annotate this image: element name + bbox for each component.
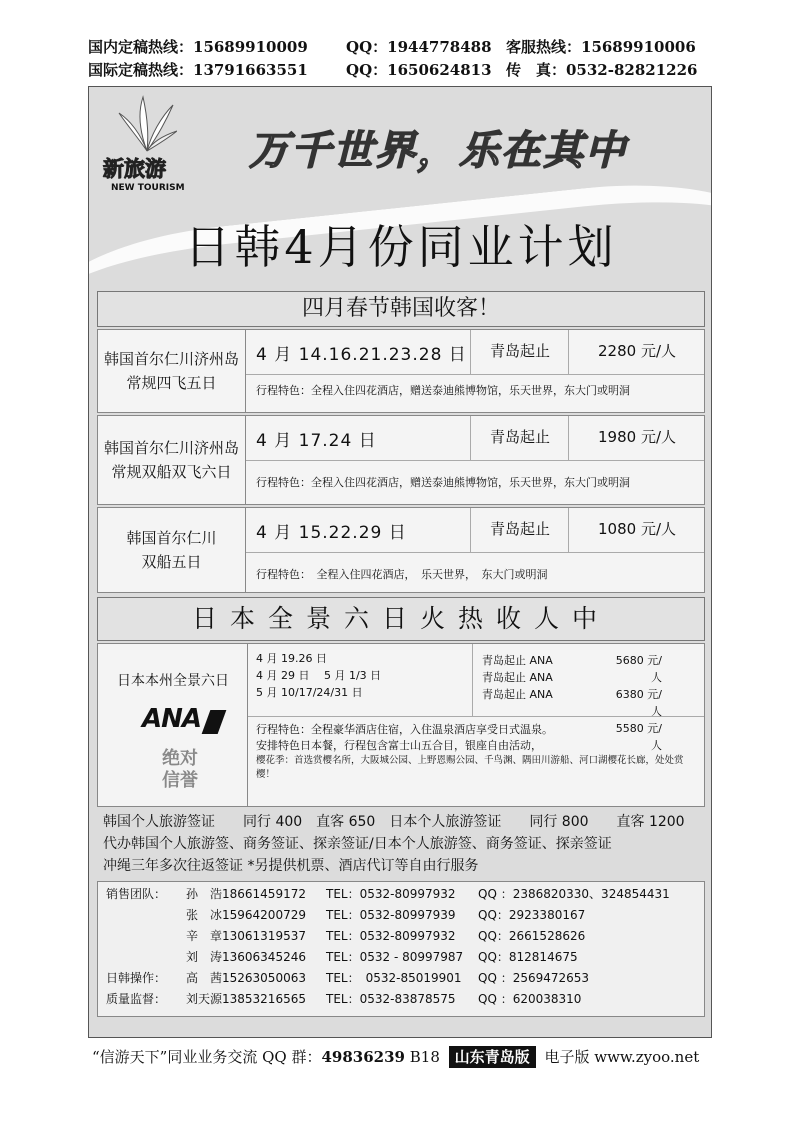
footer-text: “信游天下”同业业务交流 QQ 群： [92,1048,322,1066]
japan-header: 日本全景六日火热收人中 [97,597,705,641]
visa-line: 韩国个人旅游签证 同行 400 直客 650 日本个人旅游签证 同行 800 直客 1200 [103,814,685,830]
route-name-line2: 常规双船双飞六日 [111,463,232,481]
team-row [98,991,704,1008]
team-phone: 18661459172 [222,887,306,901]
team-row [98,907,704,924]
route-features: 行程特色：全程入住四花酒店，赠送泰迪熊博物馆，乐天世界，东大门或明洞 [256,384,630,397]
hotlines [88,36,728,82]
logo-chinese: 新旅游 [103,157,166,181]
divider [246,374,704,375]
japan-features [256,722,696,782]
japan-date: 4 月 29 日 5 月 1/3 日 [256,669,382,682]
team-phone: 15263050063 [222,971,306,985]
route-name [98,416,246,504]
team-row [98,970,704,987]
route-departure: 青岛起止 [490,520,551,538]
japan-price: 5680 元/人 [615,654,662,684]
team-role: 日韩操作： [106,971,167,985]
airline-logo: ANA [142,704,202,734]
japan-departure: 青岛起止 ANA [482,688,553,701]
team-qq: QQ ：2569472653 [478,971,590,985]
route-price: 1080 元/人 [598,520,676,538]
japan-feature-line: 行程特色：全程豪华酒店住宿，入住温泉酒店享受日式温泉。 [256,723,553,736]
route-features: 行程特色：全程入住四花酒店，赠送泰迪熊博物馆，乐天世界，东大门或明洞 [256,476,630,489]
ana-stripe-icon [202,710,227,734]
divider [246,552,704,553]
qq-1: QQ：1944778488 [346,38,492,56]
japan-feature-sakura: 樱花季：首选赏樱名所，大阪城公园、上野恩赐公园、千鸟渊、隅田川游船、河口湖樱花长廊，处处赏樱！ [256,755,684,780]
team-name: 刘 涛 [186,950,223,964]
poster [88,86,712,1038]
route-name-line2: 常规四飞五日 [126,374,217,392]
footer-site[interactable]: 电子版 www.zyoo.net [544,1048,700,1066]
route-dates: 4 月 17.24 日 [256,431,377,451]
route-name [98,508,246,592]
route-row [97,329,705,413]
team-tel: TEL： 0532-85019901 [326,971,462,985]
japan-price: 5580 元/人 [615,722,662,752]
visa-line: 冲绳三年多次往返签证 *另提供机票、酒店代订等自由行服务 [103,858,479,874]
team-name: 刘天源 [186,992,223,1006]
japan-departure: 青岛起止 ANA [482,671,553,684]
visa-info [103,811,703,877]
japan-dates [256,650,381,701]
service-hotline: 客服热线：15689910006 [506,38,696,56]
route-departure: 青岛起止 [490,342,551,360]
japan-price: 6380 元/人 [615,688,662,718]
japan-departure: 青岛起止 ANA [482,654,553,667]
hotline-row [88,59,728,82]
brand-logo [99,95,189,195]
divider [568,508,569,552]
team-tel: TEL：0532-80997932 [326,929,456,943]
team-qq: QQ：2661528626 [478,929,586,943]
route-price: 1980 元/人 [598,428,676,446]
logo-english: NEW TOURISM [111,183,185,193]
divider [470,416,471,460]
route-features: 行程特色： 全程入住四花酒店， 乐天世界， 东大门或明洞 [256,568,548,581]
footer [92,1046,712,1068]
team-row [98,928,704,945]
team-role: 销售团队： [106,887,167,901]
route-departure: 青岛起止 [490,428,551,446]
edition-badge: 山东青岛版 [449,1046,536,1068]
route-dates: 4 月 15.22.29 日 [256,523,407,543]
sun-rays-icon [117,95,177,153]
team-tel: TEL：0532-80997939 [326,908,456,922]
route-name-line1: 韩国首尔仁川济州岛 [103,350,239,368]
divider [246,460,704,461]
team-tel: TEL：0532-83878575 [326,992,456,1006]
korea-header: 四月春节韩国收客！ [97,291,705,327]
team-phone: 13853216565 [222,992,306,1006]
slogan: 万千世界，乐在其中 [249,128,627,174]
team-qq: QQ：2923380167 [478,908,586,922]
team-phone: 13606345246 [222,950,306,964]
team-tel: TEL：0532 - 80997987 [326,950,464,964]
footer-group-number: 49836239 [321,1048,405,1066]
japan-departures [482,652,553,703]
footer-page: B18 [409,1048,440,1066]
intl-hotline: 国际定稿热线：13791663551 [88,61,308,79]
route-name [98,330,246,412]
divider [470,508,471,552]
team-phone: 15964200729 [222,908,306,922]
route-dates: 4 月 14.16.21.23.28 日 [256,345,467,365]
team-tel: TEL：0532-80997932 [326,887,456,901]
hotline-row [88,36,728,59]
japan-route-name-cell [98,644,248,806]
team-row [98,886,704,903]
team-role: 质量监督： [106,992,167,1006]
domestic-hotline: 国内定稿热线：15689910009 [88,38,308,56]
main-title: 日韩4月份同业计划 [184,220,618,274]
route-name-line1: 韩国首尔仁川济州岛 [103,439,239,457]
japan-route [97,643,705,807]
qq-2: QQ：1650624813 [346,61,492,79]
japan-date: 5 月 10/17/24/31 日 [256,686,363,699]
divider [470,330,471,374]
route-name-line1: 韩国首尔仁川 [126,529,217,547]
divider [568,416,569,460]
team-qq: QQ：812814675 [478,950,578,964]
fax: 传 真：0532-82821226 [506,61,698,79]
route-row [97,415,705,505]
trust-badge: 绝对信誉 [162,748,198,791]
japan-feature-line: 安排特色日本餐，行程包含富士山五合目，银座自由活动， [256,739,542,752]
team-name: 高 茜 [186,971,223,985]
divider [568,330,569,374]
visa-line: 代办韩国个人旅游签、商务签证、探亲签证/日本个人旅游签、商务签证、探亲签证 [103,836,612,852]
team-phone: 13061319537 [222,929,306,943]
japan-date: 4 月 19.26 日 [256,652,327,665]
route-name-line2: 双船五日 [141,553,202,571]
team-row [98,949,704,966]
team-name: 张 冰 [186,908,223,922]
team-qq: QQ ：2386820330、324854431 [478,887,670,901]
team-qq: QQ ：620038310 [478,992,582,1006]
japan-route-name: 日本本州全景六日 [117,673,229,689]
sales-team [97,881,705,1017]
divider [248,716,704,717]
route-row [97,507,705,593]
route-price: 2280 元/人 [598,342,676,360]
divider [472,644,473,716]
team-name: 孙 浩 [186,887,223,901]
team-name: 辛 章 [186,929,223,943]
